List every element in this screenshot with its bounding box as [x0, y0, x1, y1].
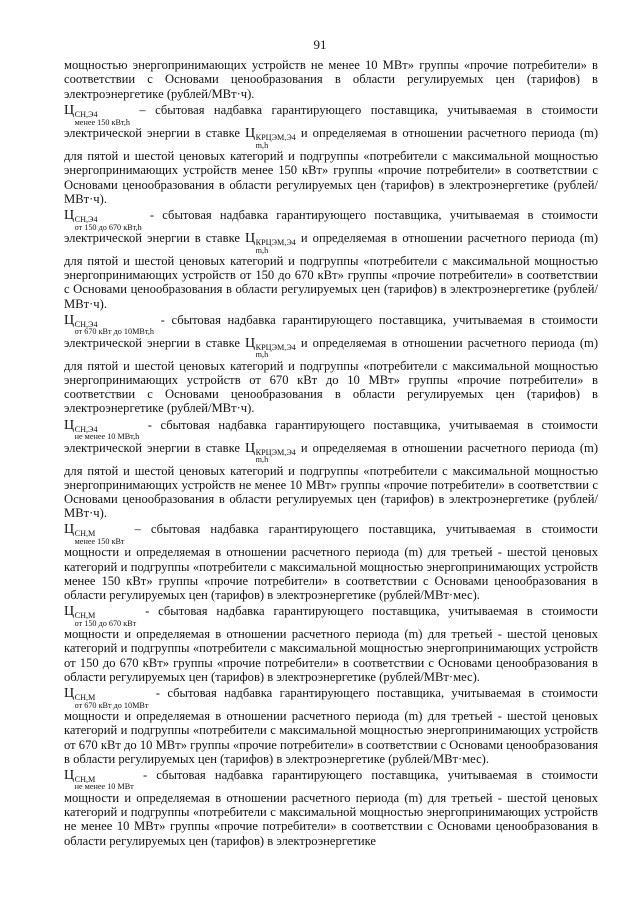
- definition-text: – сбытовая надбавка гарантирующего поставщика, учитываемая в стоимости электрической энергии в ставке: [64, 103, 598, 141]
- paragraph-text: мощностью энергопринимающих устройств не менее 10 МВт» группы «прочие потребители» в соответствии с Основами ценообразования в области регулируемых цен (тарифов) в электроэнергетике (рублей/МВт·ч).: [64, 58, 598, 101]
- definition-paragraph: [64, 686, 598, 766]
- formula-symbol: Ц СН,Э4 менее 150 кВт,h: [64, 103, 131, 127]
- definition-text: - сбытовая надбавка гарантирующего поставщика, учитываемая в стоимости мощности и определяемая в отношении расчетного периода (m) для третьей - шестой ценовых категорий и подгруппы «потребители с максимальной мощностью энергопринимающих устройств от 150 до 670 кВт» группы «прочие потребители» в соответствии с Основами ценообразования в области регулируемых цен (тарифов) в электроэнергетике (рублей/МВт·мес).: [64, 604, 598, 684]
- formula-symbol: Ц СН,Э4 от 150 до 670 кВт,h: [64, 208, 142, 232]
- definition-text: и определяемая в отношении расчетного периода (m) для пятой и шестой ценовых категорий и подгруппы «потребители с максимальной мощностью энергопринимающих устройств не менее 10 МВт» группы «прочие потребители» в соответствии с Основами ценообразования в области регулируемых цен (тарифов) в электроэнергетике (рублей/МВт·ч).: [64, 440, 599, 521]
- formula-symbol: Ц СН,М от 670 кВт до 10МВт: [64, 686, 149, 710]
- formula-symbol: Ц СН,Э4 не менее 10 МВт,h: [64, 417, 140, 442]
- formula-symbol: Ц СН,М не менее 10 МВт: [64, 767, 134, 792]
- definition-text: - сбытовая надбавка гарантирующего поставщика, учитываемая в стоимости мощности и определяемая в отношении расчетного периода (m) для третьей - шестой ценовых категорий и подгруппы «потребители с максимальной мощностью энергопринимающих устройств не менее 10 МВт» группы «прочие потребители» в соответствии с Основами ценообразования в области регулируемых цен (тарифов) в электроэнергетике: [64, 767, 598, 848]
- definition-text: - сбытовая надбавка гарантирующего поставщика, учитываемая в стоимости электрической энергии в ставке: [64, 417, 598, 455]
- inline-formula-symbol: Ц КРЦЭМ,Э4 m,h: [245, 335, 296, 360]
- definition-text: и определяемая в отношении расчетного периода (m) для пятой и шестой ценовых категорий и подгруппы «потребители с максимальной мощностью энергопринимающих устройств от 150 до 670 кВт» группы «прочие потребители» в соответствии с Основами ценообразования в области регулируемых цен (тарифов) в электроэнергетике (рублей/МВт·ч).: [64, 231, 599, 311]
- inline-formula-symbol: Ц КРЦЭМ,Э4 m,h: [245, 440, 296, 465]
- definition-paragraph: [64, 604, 598, 684]
- formula-symbol: Ц СН,М от 150 до 670 кВт: [64, 604, 137, 628]
- definition-paragraph: [64, 768, 598, 848]
- formula-symbol: Ц СН,Э4 от 670 кВт до 10МВт,h: [64, 312, 154, 337]
- inline-formula-symbol: Ц КРЦЭМ,Э4 m,h: [245, 231, 296, 255]
- definition-paragraph: [64, 522, 598, 602]
- definition-text: и определяемая в отношении расчетного периода (m) для пятой и шестой ценовых категорий и подгруппы «потребители с максимальной мощностью энергопринимающих устройств менее 150 кВт» группы «прочие потребители» в соответствии с Основами ценообразования в области регулируемых цен (тарифов) в электроэнергетике (рублей/МВт·ч).: [64, 126, 599, 206]
- document-body: [64, 58, 598, 850]
- definition-text: - сбытовая надбавка гарантирующего поставщика, учитываемая в стоимости электрической энергии в ставке: [64, 208, 598, 246]
- definition-text: – сбытовая надбавка гарантирующего поставщика, учитываемая в стоимости мощности и определяемая в отношении расчетного периода (m) для третьей - шестой ценовых категорий и подгруппы «потребители с максимальной мощностью энергопринимающих устройств менее 150 кВт» группы «прочие потребители» в соответствии с Основами ценообразования в области регулируемых цен (тарифов) в электроэнергетике (рублей/МВт·мес).: [64, 522, 598, 603]
- definition-text: и определяемая в отношении расчетного периода (m) для пятой и шестой ценовых категорий и подгруппы «потребители с максимальной мощностью энергопринимающих устройств от 670 кВт до 10 МВт» группы «прочие потребители» в соответствии с Основами ценообразования в области регулируемых цен (тарифов) в электроэнергетике (рублей/МВт·ч).: [64, 335, 599, 416]
- page-number: 91: [313, 37, 327, 52]
- definition-text: - сбытовая надбавка гарантирующего поставщика, учитываемая в стоимости мощности и определяемая в отношении расчетного периода (m) для третьей - шестой ценовых категорий и подгруппы «потребители с максимальной мощностью энергопринимающих устройств от 670 кВт до 10 МВт» группы «прочие потребители» в соответствии с Основами ценообразования в области регулируемых цен (тарифов) в электроэнергетике (рублей/МВт·мес).: [64, 686, 598, 766]
- definition-text: - сбытовая надбавка гарантирующего поставщика, учитываемая в стоимости электрической энергии в ставке: [64, 312, 598, 350]
- definition-paragraph: [64, 418, 598, 521]
- inline-formula-symbol: Ц КРЦЭМ,Э4 m,h: [245, 126, 296, 150]
- formula-symbol: Ц СН,М менее 150 кВт: [64, 522, 125, 546]
- definition-paragraph: [64, 103, 598, 206]
- definition-paragraph: [64, 313, 598, 416]
- paragraph-continuation: [64, 58, 598, 101]
- definition-paragraph: [64, 208, 598, 311]
